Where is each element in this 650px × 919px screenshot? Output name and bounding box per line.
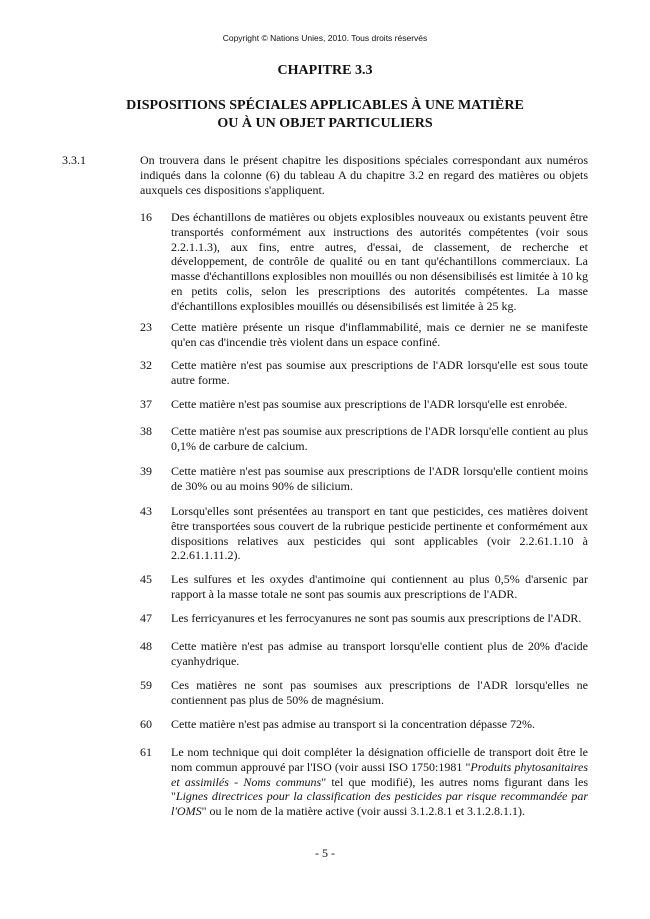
provision-text: Cette matière présente un risque d'inflammabilité, mais ce dernier ne se manifeste qu'en cas d'incendie très violent dans un espace confiné.: [171, 320, 588, 349]
provision-text: Cette matière n'est pas soumise aux prescriptions de l'ADR lorsqu'elle est enrobée.: [171, 397, 568, 411]
provision-number: 61: [140, 745, 152, 759]
section-number: 3.3.1: [62, 153, 86, 167]
provision-number: 16: [140, 210, 152, 224]
provision-text: Les sulfures et les oxydes d'antimoine qui contiennent au plus 0,5% d'arsenic par rapport à la masse totale ne sont pas soumis aux prescriptions de l'ADR.: [171, 572, 588, 601]
iso-standard-title: Produits phytosanitaires et assimilés - Noms communs: [171, 759, 588, 789]
provision-number: 59: [140, 678, 152, 692]
who-guidelines-title: Lignes directrices pour la classification des pesticides par risque recommandée par l'OMS: [171, 789, 588, 819]
copyright-notice: Copyright © Nations Unies, 2010. Tous droits réservés: [222, 33, 428, 43]
chapter-heading: CHAPITRE 3.3: [277, 63, 373, 78]
provision-text: [171, 745, 588, 819]
chapter-title-line-1: DISPOSITIONS SPÉCIALES APPLICABLES À UNE MATIÈRE: [126, 98, 524, 113]
provision-number: 23: [140, 320, 152, 334]
provision-text: Cette matière n'est pas admise au transport lorsqu'elle contient plus de 20% d'acide cyanhydrique.: [171, 639, 588, 668]
provision-number: 32: [140, 358, 152, 372]
provision-text-part: " ou le nom de la matière active (voir aussi 3.1.2.8.1 et 3.1.2.8.1.1).: [201, 804, 526, 819]
provision-number: 48: [140, 639, 152, 653]
provision-text: Cette matière n'est pas soumise aux prescriptions de l'ADR lorsqu'elle contient moins de 30% ou au moins 90% de silicium.: [171, 464, 588, 493]
provision-number: 45: [140, 572, 152, 586]
chapter-title-line-2: OU À UN OBJET PARTICULIERS: [217, 116, 433, 131]
provision-text: Cette matière n'est pas soumise aux prescriptions de l'ADR lorsqu'elle contient au plus 0,1% de carbure de calcium.: [171, 424, 588, 453]
provision-number: 43: [140, 504, 152, 518]
provision-text: Des échantillons de matières ou objets explosibles nouveaux ou existants peuvent être transportés conformément aux instructions des autorités compétentes (voir sous 2.2.1.1.3), aux fins, entre autres, d'essai, de classement, de recherche et développement, de contrôle de qualité ou en tant qu'échantillons commerciaux. La masse d'échantillons explosibles non mouillés ou non désensibilisés est limitée à 10 kg en petits colis, selon les prescriptions des autorités compétentes. La masse d'échantillons explosibles mouillés ou désensibilisés est limitée à 25 kg.: [171, 210, 588, 313]
section-intro: On trouvera dans le présent chapitre les dispositions spéciales correspondant aux numéros indiqués dans la colonne (6) du tableau A du chapitre 3.2 en regard des matières ou objets auxquels ces dispositions s'appliquent.: [140, 153, 588, 197]
provision-text: Cette matière n'est pas admise au transport si la concentration dépasse 72%.: [171, 717, 536, 731]
page-number: - 5 -: [315, 846, 335, 860]
provision-number: 39: [140, 464, 152, 478]
provision-text: Lorsqu'elles sont présentées au transport en tant que pesticides, ces matières doivent être transportées sous couvert de la rubrique pesticide pertinente et conformément aux dispositions relatives aux pesticides qui sont applicables (voir 2.2.61.1.10 à 2.2.61.1.11.2).: [171, 504, 588, 563]
provision-text-part: Le nom technique qui doit compléter la désignation officielle de transport doit être le nom commun approuvé par l'ISO (voir aussi ISO 1750:1981 ": [171, 745, 588, 774]
provision-number: 37: [140, 397, 152, 411]
provision-text: Cette matière n'est pas soumise aux prescriptions de l'ADR lorsqu'elle est sous toute autre forme.: [171, 358, 588, 387]
provision-number: 47: [140, 611, 152, 625]
provision-number: 38: [140, 424, 152, 438]
provision-text-part: " tel que modifié), les autres noms figurant dans les ": [171, 774, 588, 804]
provision-text: Ces matières ne sont pas soumises aux prescriptions de l'ADR lorsqu'elles ne contiennent pas plus de 50% de magnésium.: [171, 678, 588, 707]
chapter-title: [0, 97, 650, 133]
provision-number: 60: [140, 717, 152, 731]
provision-text: Les ferricyanures et les ferrocyanures ne sont pas soumis aux prescriptions de l'ADR.: [171, 611, 582, 625]
